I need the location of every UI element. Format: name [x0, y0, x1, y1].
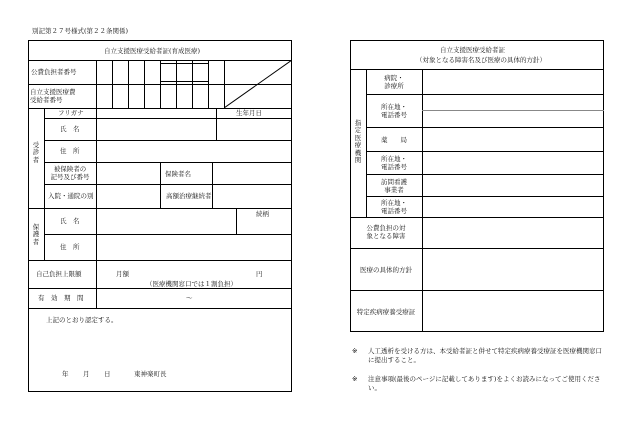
address-label: 住 所: [60, 147, 80, 155]
date-day: 日: [104, 370, 111, 378]
back-row-3: 所在地・ 電話番号: [381, 155, 407, 172]
furigana-label: フリガナ: [58, 109, 84, 117]
back-row-0: 病院・ 診療所: [384, 74, 404, 91]
date-year: 年: [62, 370, 69, 378]
name-label: 氏 名: [60, 125, 80, 133]
month-amount-label: 月額: [116, 270, 129, 278]
slash-line: [224, 60, 292, 108]
note-1-mark: ※: [352, 375, 358, 383]
back-row-5: 所在地・ 電話番号: [381, 199, 407, 216]
note-1-text: 注意事項(最後のページに記載してあります)をよくお読みになってご使用ください。: [368, 375, 601, 393]
guardian-address-label: 住 所: [60, 243, 80, 251]
guardian-name-label: 氏 名: [60, 217, 80, 225]
guardian-side-label: 保 護 者: [32, 223, 40, 246]
validity-period-label: 有 効 期 間: [38, 294, 84, 302]
public-payer-no-label: 公費負担者番号: [31, 68, 77, 76]
issuer: 東神楽町長: [134, 370, 167, 378]
copay-note: （医療機関窓口では１割負担）: [146, 280, 237, 288]
back-lower-row-2: 特定疾病療養受療証: [356, 308, 416, 316]
note-0-mark: ※: [352, 347, 358, 355]
back-title-line2: （対象となる障害名及び医療の具体的方針）: [416, 56, 546, 64]
note-0-text: 人工透析を受ける方は、本受給者証と併せて特定疾病療養受療証を医療機関窓口に提出すること。: [368, 347, 602, 365]
designated-side-label: 指 定 医 療 機 関: [354, 119, 362, 165]
relationship-label: 続柄: [256, 210, 269, 218]
admission-type-label: 入院・通院の別: [48, 192, 94, 200]
birth-date-label: 生年月日: [236, 109, 262, 117]
insurer-name-label: 保険者名: [165, 170, 191, 178]
back-row-1: 所在地・ 電話番号: [381, 103, 407, 120]
front-title: 自立支援医療受給者証(育成医療): [104, 47, 201, 55]
insurance-code-label: 被保険者の 記号及び番号: [50, 165, 90, 182]
date-month: 月: [83, 370, 90, 378]
back-row-2: 薬 局: [381, 136, 407, 144]
back-lower-row-0: 公費負担の対 象となる障害: [366, 224, 406, 241]
recipient-side-label: 受 診 者: [32, 141, 40, 164]
tilde: ～: [186, 294, 193, 302]
back-title-line1: 自立支援医療受給者証: [440, 46, 505, 54]
copay-limit-label: 自己負担上限額: [36, 270, 82, 278]
yen-label: 円: [256, 270, 263, 278]
recipient-no-label: 自立支援医療費 受給者番号: [30, 88, 76, 105]
high-cost-label: 高額治療継続者: [166, 192, 212, 200]
certification-text: 上記のとおり認定する。: [46, 316, 118, 324]
back-lower-row-1: 医療の具体的方針: [360, 266, 412, 274]
form-label: 別記第２７号様式(第２２条関係): [32, 27, 129, 35]
back-row-4: 訪問看護 事業者: [381, 178, 407, 195]
